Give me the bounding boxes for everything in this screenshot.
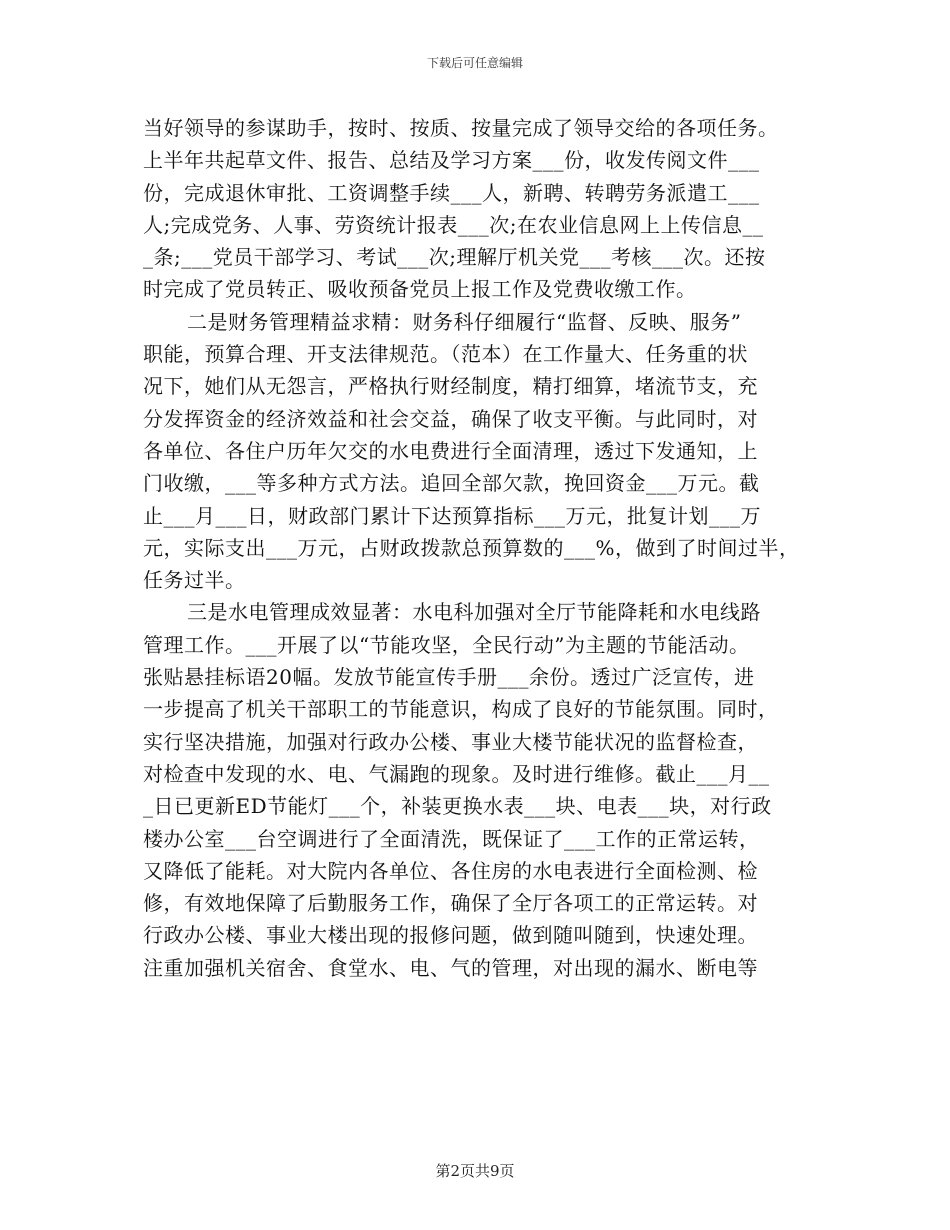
text-line: 又降低了能耗。对大院内各单位、各住房的水电表进行全面检测、检: [143, 858, 758, 883]
text-line: _日已更新ED节能灯___个，补装更换水表___块、电表___块，对行政: [143, 794, 772, 819]
text-line: 实行坚决措施，加强对行政办公楼、事业大楼节能状况的监督检查，: [143, 729, 758, 754]
text-line: 门收缴，___等多种方式方法。追回全部欠款，挽回资金___万元。截: [143, 471, 760, 496]
text-line: 管理工作。___开展了以“节能攻坚，全民行动”为主题的节能活动。: [143, 632, 750, 657]
text-line: 分发挥资金的经济效益和社会交益，确保了收支平衡。与此同时，对: [143, 406, 758, 431]
text-line: _条;___党员干部学习、考试___次;理解厅机关党___考核___次。还按: [143, 245, 766, 270]
text-line: 任务过半。: [143, 568, 246, 593]
text-line: 人;完成党务、人事、劳资统计报表___次;在农业信息网上上传信息__: [143, 212, 764, 237]
text-line: 职能，预算合理、开支法律规范。（范本）在工作量大、任务重的状: [143, 342, 748, 367]
paragraph-start-line: 二是财务管理精益求精：财务科仔细履行“监督、反映、服务”: [187, 309, 742, 334]
text-line: 张贴悬挂标语20幅。发放节能宣传手册___余份。透过广泛宣传，进: [143, 665, 755, 690]
text-line: 楼办公室___台空调进行了全面清洗，既保证了___工作的正常运转，: [143, 826, 760, 851]
text-line: 行政办公楼、事业大楼出现的报修问题，做到随叫随到，快速处理。: [143, 923, 758, 948]
text-line: 当好领导的参谋助手，按时、按质、按量完成了领导交给的各项任务。: [143, 116, 779, 140]
text-line: 修，有效地保障了后勤服务工作，确保了全厅各项工的正常运转。对: [143, 891, 758, 916]
paragraph-start-line: 三是水电管理成效显著：水电科加强对全厅节能降耗和水电线路: [187, 600, 761, 625]
text-line: 一步提高了机关干部职工的节能意识，构成了良好的节能氛围。同时，: [143, 697, 779, 722]
text-line: 份，完成退休审批、工资调整手续___人，新聘、转聘劳务派遣工___: [143, 180, 760, 205]
text-line: 元，实际支出___万元，占财政拨款总预算数的___%，做到了时间过半，: [143, 535, 800, 560]
text-line: 止___月___日，财政部门累计下达预算指标___万元，批复计划___万: [143, 503, 761, 528]
text-line: 上半年共起草文件、报告、总结及学习方案___份，收发传阅文件___: [143, 148, 760, 173]
text-line: 时完成了党员转正、吸收预备党员上报工作及党费收缴工作。: [143, 277, 697, 302]
text-line: 对检查中发现的水、电、气漏跑的现象。及时进行维修。截止___月__: [143, 761, 770, 786]
page-footer: 第2页共9页: [435, 1162, 515, 1180]
text-line: 各单位、各住户历年欠交的水电费进行全面清理，透过下发通知，上: [143, 438, 758, 463]
text-line: 注重加强机关宿舍、食堂水、电、气的管理，对出现的漏水、断电等: [143, 955, 758, 980]
page-header: 下载后可任意编辑: [426, 56, 523, 70]
document-body: [143, 112, 815, 984]
text-line: 况下，她们从无怨言，严格执行财经制度，精打细算，堵流节支，充: [143, 374, 758, 399]
